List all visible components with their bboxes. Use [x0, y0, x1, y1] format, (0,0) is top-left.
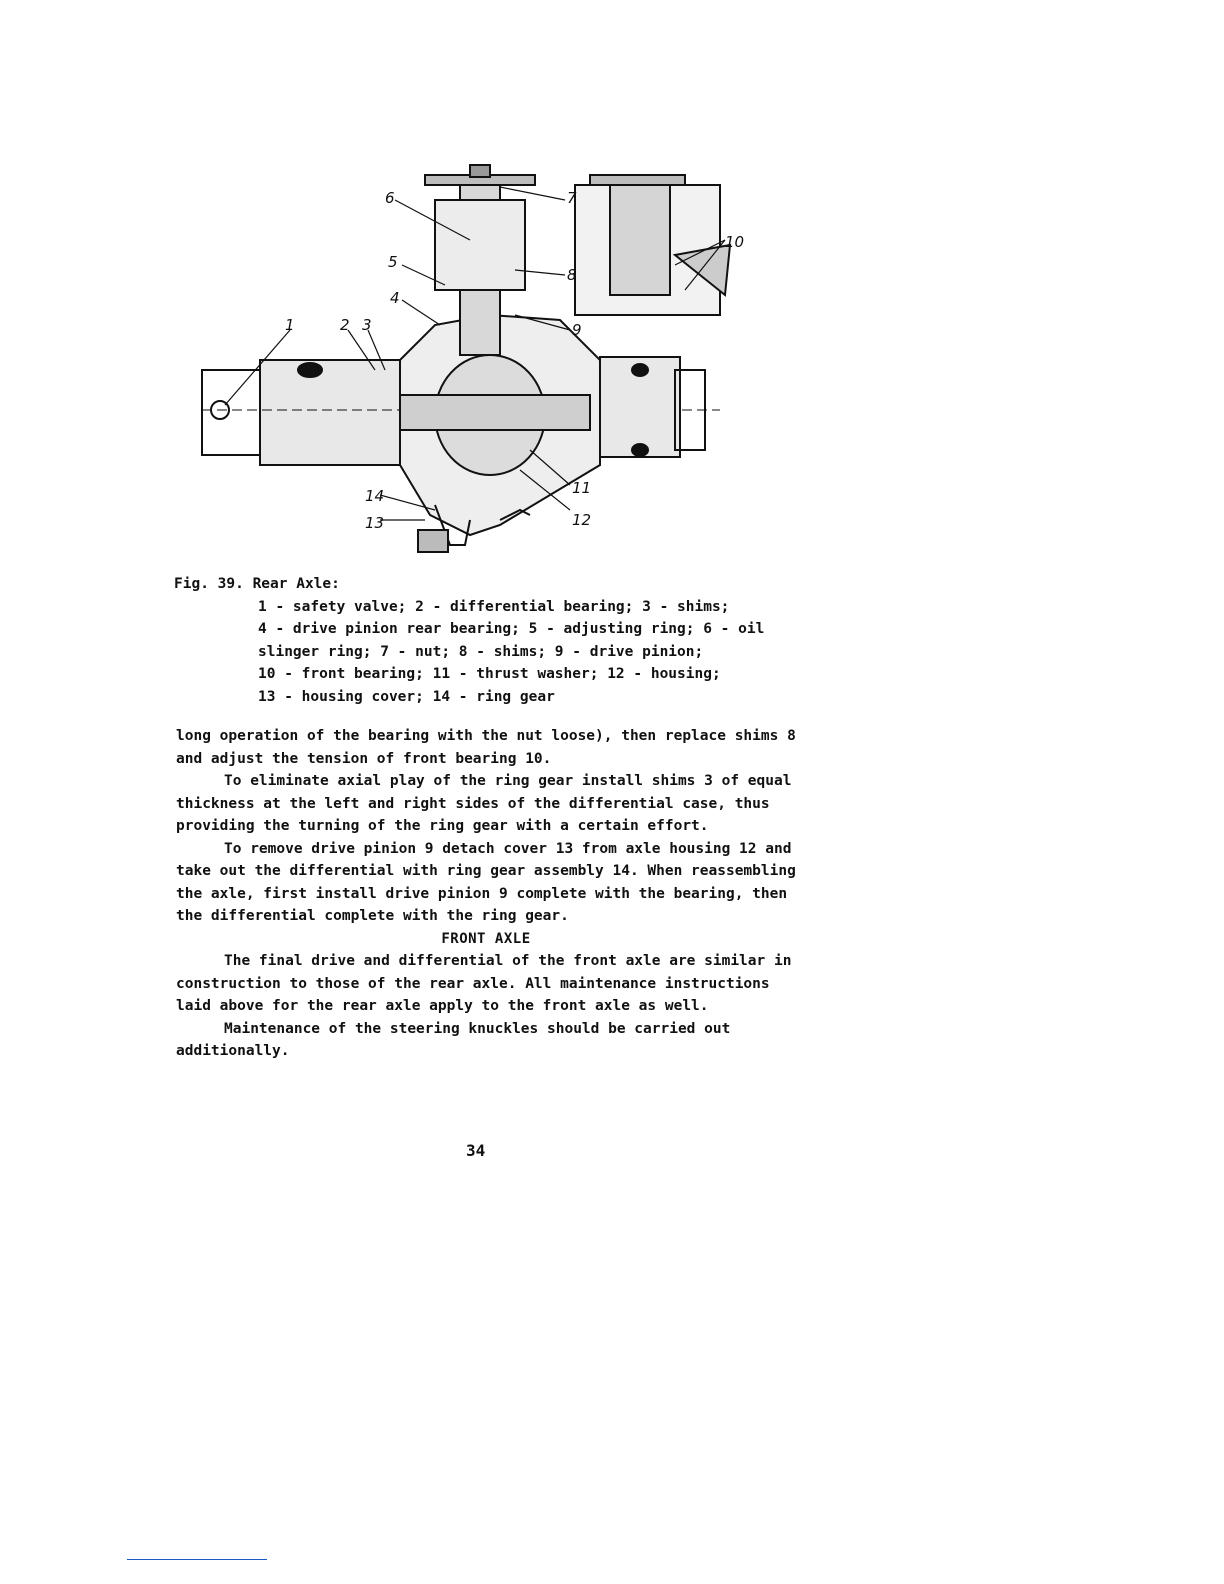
figure-label-3: 3	[362, 316, 372, 334]
figure-caption	[174, 573, 814, 708]
caption-line: slinger ring; 7 - nut; 8 - shims; 9 - drive pinion;	[258, 643, 704, 660]
figure-label-11: 11	[572, 479, 592, 497]
figure-label-8: 8	[567, 266, 577, 284]
rear-axle-figure	[170, 125, 750, 565]
figure-label-10: 10	[725, 233, 745, 251]
page-number: 34	[466, 1141, 486, 1160]
figure-label-12: 12	[572, 511, 592, 529]
section-title: FRONT AXLE	[441, 930, 531, 947]
paragraph: To remove drive pinion 9 detach cover 13 from axle housing 12 and take out the differential with ring gear assembly 14. When reassembling the axle, first install drive pinion 9 complete with the bearing, then the differential complete with the ring gear.	[176, 840, 796, 924]
paragraph: The final drive and differential of the front axle are similar in construction to those of the rear axle. All maintenance instructions laid above for the rear axle apply to the front axle as well.	[176, 953, 792, 1014]
caption-line: 13 - housing cover; 14 - ring gear	[258, 688, 555, 705]
figure-label-6: 6	[385, 189, 395, 207]
caption-line: 1 - safety valve; 2 - differential bearing; 3 - shims;	[258, 598, 730, 615]
figure-label-1: 1	[285, 316, 295, 334]
figure-label-13: 13	[365, 514, 385, 532]
footer-rule	[127, 1559, 267, 1560]
figure-label-9: 9	[572, 321, 582, 339]
paragraph: Maintenance of the steering knuckles should be carried out additionally.	[176, 1020, 731, 1059]
caption-line: 4 - drive pinion rear bearing; 5 - adjusting ring; 6 - oil	[258, 621, 765, 637]
body-text	[176, 725, 796, 1063]
paragraph: To eliminate axial play of the ring gear install shims 3 of equal thickness at the left and right sides of the differential case, thus providing the turning of the ring gear with a certain effort.	[176, 773, 792, 834]
figure-label-2: 2	[340, 316, 350, 334]
figure-label-5: 5	[388, 253, 398, 271]
rear-axle-drawing	[170, 125, 750, 565]
figure-label-4: 4	[390, 289, 400, 307]
caption-line: 10 - front bearing; 11 - thrust washer; 12 - housing;	[258, 666, 721, 682]
figure-label-7: 7	[567, 189, 577, 207]
paragraph: long operation of the bearing with the nut loose), then replace shims 8 and adjust the tension of front bearing 10.	[176, 728, 796, 767]
caption-heading: Fig. 39. Rear Axle:	[174, 576, 340, 592]
figure-label-14: 14	[365, 487, 385, 505]
